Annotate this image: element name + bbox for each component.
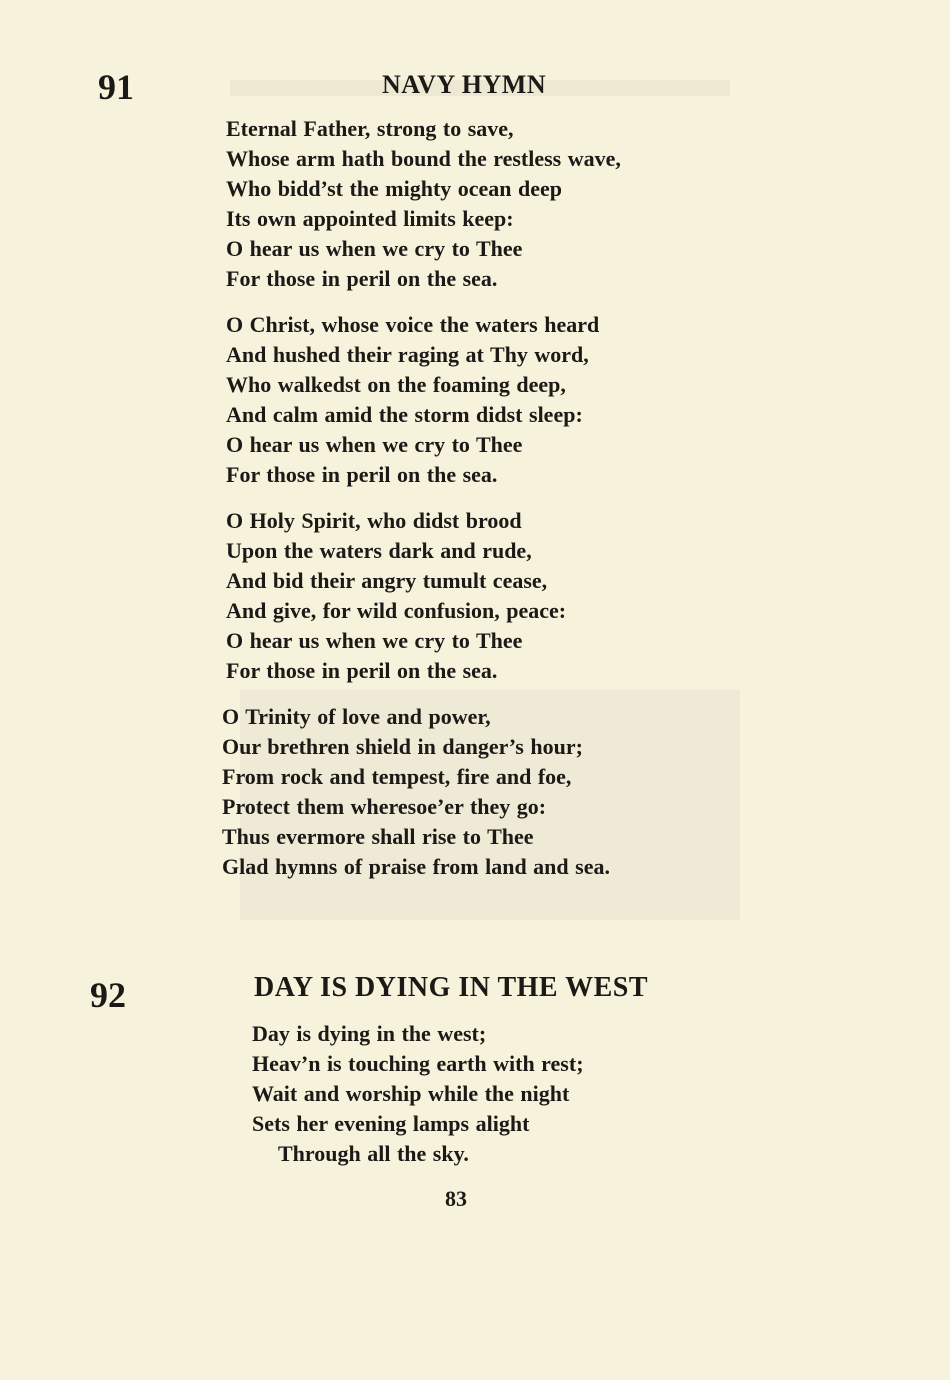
verse-line: Glad hymns of praise from land and sea. [222,854,610,879]
verse-line: Wait and worship while the night [252,1081,570,1106]
hymn-title: DAY IS DYING IN THE WEST [254,972,649,1003]
verse-line: Who bidd’st the mighty ocean deep [226,176,563,201]
verse-line: Protect them wheresoe’er they go: [222,794,547,819]
verse-line: From rock and tempest, fire and foe, [222,764,572,789]
hymn-number: 92 [90,975,126,1015]
verse-line: Heav’n is touching earth with rest; [252,1051,584,1076]
verse-line: O Trinity of love and power, [222,704,491,729]
verse-line: And hushed their raging at Thy word, [226,342,589,367]
verse-line: Our brethren shield in danger’s hour; [222,734,583,759]
verse-line: Thus evermore shall rise to Thee [222,824,534,849]
verse-line: For those in peril on the sea. [226,658,498,683]
verse-line: O hear us when we cry to Thee [226,628,523,653]
verse-line: Eternal Father, strong to save, [226,116,514,141]
verse-line: And calm amid the storm didst sleep: [226,402,583,427]
verse-line: O hear us when we cry to Thee [226,236,523,261]
page-number: 83 [445,1186,467,1211]
verse-line: For those in peril on the sea. [226,462,498,487]
verse-line: For those in peril on the sea. [226,266,498,291]
verse-line: O hear us when we cry to Thee [226,432,523,457]
verse-line: And bid their angry tumult cease, [226,568,548,593]
verse-line: Its own appointed limits keep: [226,206,514,231]
stanza [226,114,926,294]
stanza [222,702,922,882]
verse-line: Whose arm hath bound the restless wave, [226,146,621,171]
verse-line: O Christ, whose voice the waters heard [226,312,600,337]
verse-line: O Holy Spirit, who didst brood [226,508,522,533]
stanza [252,1019,950,1169]
hymn-title: NAVY HYMN [382,70,547,99]
verse-line: Sets her evening lamps alight [252,1111,530,1136]
verse-line: Day is dying in the west; [252,1021,487,1046]
verse-line: Through all the sky. [278,1141,469,1166]
verse-line: Upon the waters dark and rude, [226,538,532,563]
hymn-number: 91 [98,67,134,107]
stanza [226,310,926,490]
verse-line: Who walkedst on the foaming deep, [226,372,566,397]
verse-line: And give, for wild confusion, peace: [226,598,567,623]
stanza [226,506,926,686]
